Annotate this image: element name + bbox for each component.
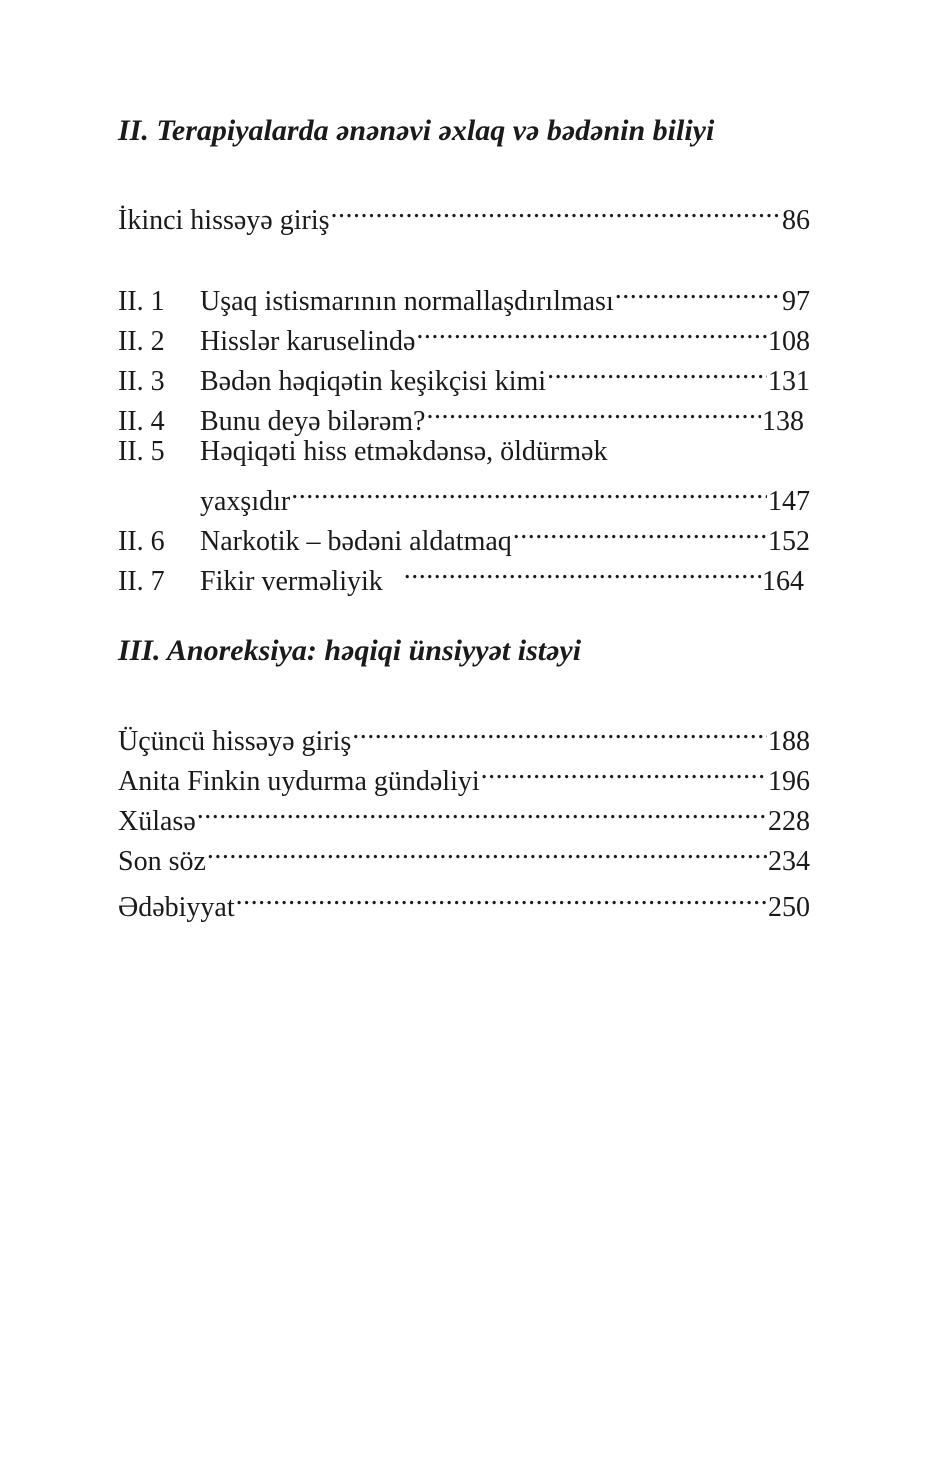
dot-leader xyxy=(236,880,767,916)
dot-leader xyxy=(291,474,767,510)
toc-entry-chapter-2 xyxy=(118,314,810,357)
dot-leader xyxy=(547,354,767,390)
toc-entry-chapter-5 xyxy=(118,474,810,517)
entry-page: 108 xyxy=(768,326,810,357)
entry-page: 97 xyxy=(782,286,810,317)
entry-title: Üçüncü hissəyə giriş xyxy=(118,726,352,757)
chapter-number: II. 6 xyxy=(118,526,165,557)
entry-page: 250 xyxy=(768,892,810,923)
chapter-number: II. 5 xyxy=(118,436,165,467)
entry-title: Uşaq istismarının normallaşdırılması xyxy=(200,286,614,317)
entry-page: 188 xyxy=(768,726,810,757)
dot-leader xyxy=(404,554,761,590)
entry-page: 228 xyxy=(768,806,810,837)
section-heading-2: II. Terapiyalarda ənənəvi əxlaq və bədənin biliyi xyxy=(118,114,715,147)
entry-title: Narkotik – bədəni aldatmaq xyxy=(200,526,512,557)
entry-title: Bədən həqiqətin keşikçisi kimi xyxy=(200,366,547,397)
chapter-number: II. 2 xyxy=(118,326,165,357)
entry-page: 147 xyxy=(768,486,810,517)
dot-leader xyxy=(615,274,781,310)
toc-entry-chapter-7 xyxy=(118,554,804,597)
entry-page: 86 xyxy=(782,205,810,236)
dot-leader xyxy=(207,834,767,870)
toc-entry-summary xyxy=(118,794,810,837)
dot-leader xyxy=(481,754,767,790)
entry-page: 196 xyxy=(768,766,810,797)
section-heading-3: III. Anoreksiya: həqiqi ünsiyyət istəyi xyxy=(118,634,582,667)
entry-page: 164 xyxy=(762,566,804,597)
toc-entry-afterword xyxy=(118,834,810,877)
entry-title: Anita Finkin uydurma gündəliyi xyxy=(118,766,480,797)
entry-page: 152 xyxy=(768,526,810,557)
toc-entry-chapter-4 xyxy=(118,394,804,437)
toc-entry-chapter-3 xyxy=(118,354,810,397)
entry-title: Ədəbiyyat xyxy=(118,892,235,923)
entry-title: Fikir verməliyik xyxy=(200,566,383,597)
entry-page: 234 xyxy=(768,846,810,877)
toc-entry-intro-3 xyxy=(118,714,810,757)
toc-entry-bibliography xyxy=(118,880,810,923)
entry-title: Bunu deyə bilərəm? xyxy=(200,406,426,437)
dot-leader xyxy=(416,314,767,350)
dot-leader xyxy=(426,394,761,430)
entry-title: İkinci hissəyə giriş xyxy=(118,205,330,236)
toc-entry-chapter-5-first-line xyxy=(118,434,810,470)
toc-entry-intro-2 xyxy=(118,193,810,236)
entry-page: 138 xyxy=(762,406,804,437)
entry-title-continuation: yaxşıdır xyxy=(200,486,291,517)
dot-leader xyxy=(352,714,767,750)
entry-title: Son söz xyxy=(118,846,206,877)
entry-title: Həqiqəti hiss etməkdənsə, öldürmək xyxy=(200,436,608,467)
toc-entry-diary xyxy=(118,754,810,797)
toc-entry-chapter-6 xyxy=(118,514,810,557)
dot-leader xyxy=(513,514,767,550)
toc-entry-chapter-1 xyxy=(118,274,810,317)
chapter-number: II. 3 xyxy=(118,366,165,397)
chapter-number: II. 1 xyxy=(118,286,165,317)
chapter-number: II. 7 xyxy=(118,566,165,597)
entry-title: Xülasə xyxy=(118,806,196,837)
dot-leader xyxy=(197,794,767,830)
entry-page: 131 xyxy=(768,366,810,397)
entry-title: Hisslər karuselində xyxy=(200,326,416,357)
chapter-number: II. 4 xyxy=(118,406,165,437)
dot-leader xyxy=(331,193,781,229)
